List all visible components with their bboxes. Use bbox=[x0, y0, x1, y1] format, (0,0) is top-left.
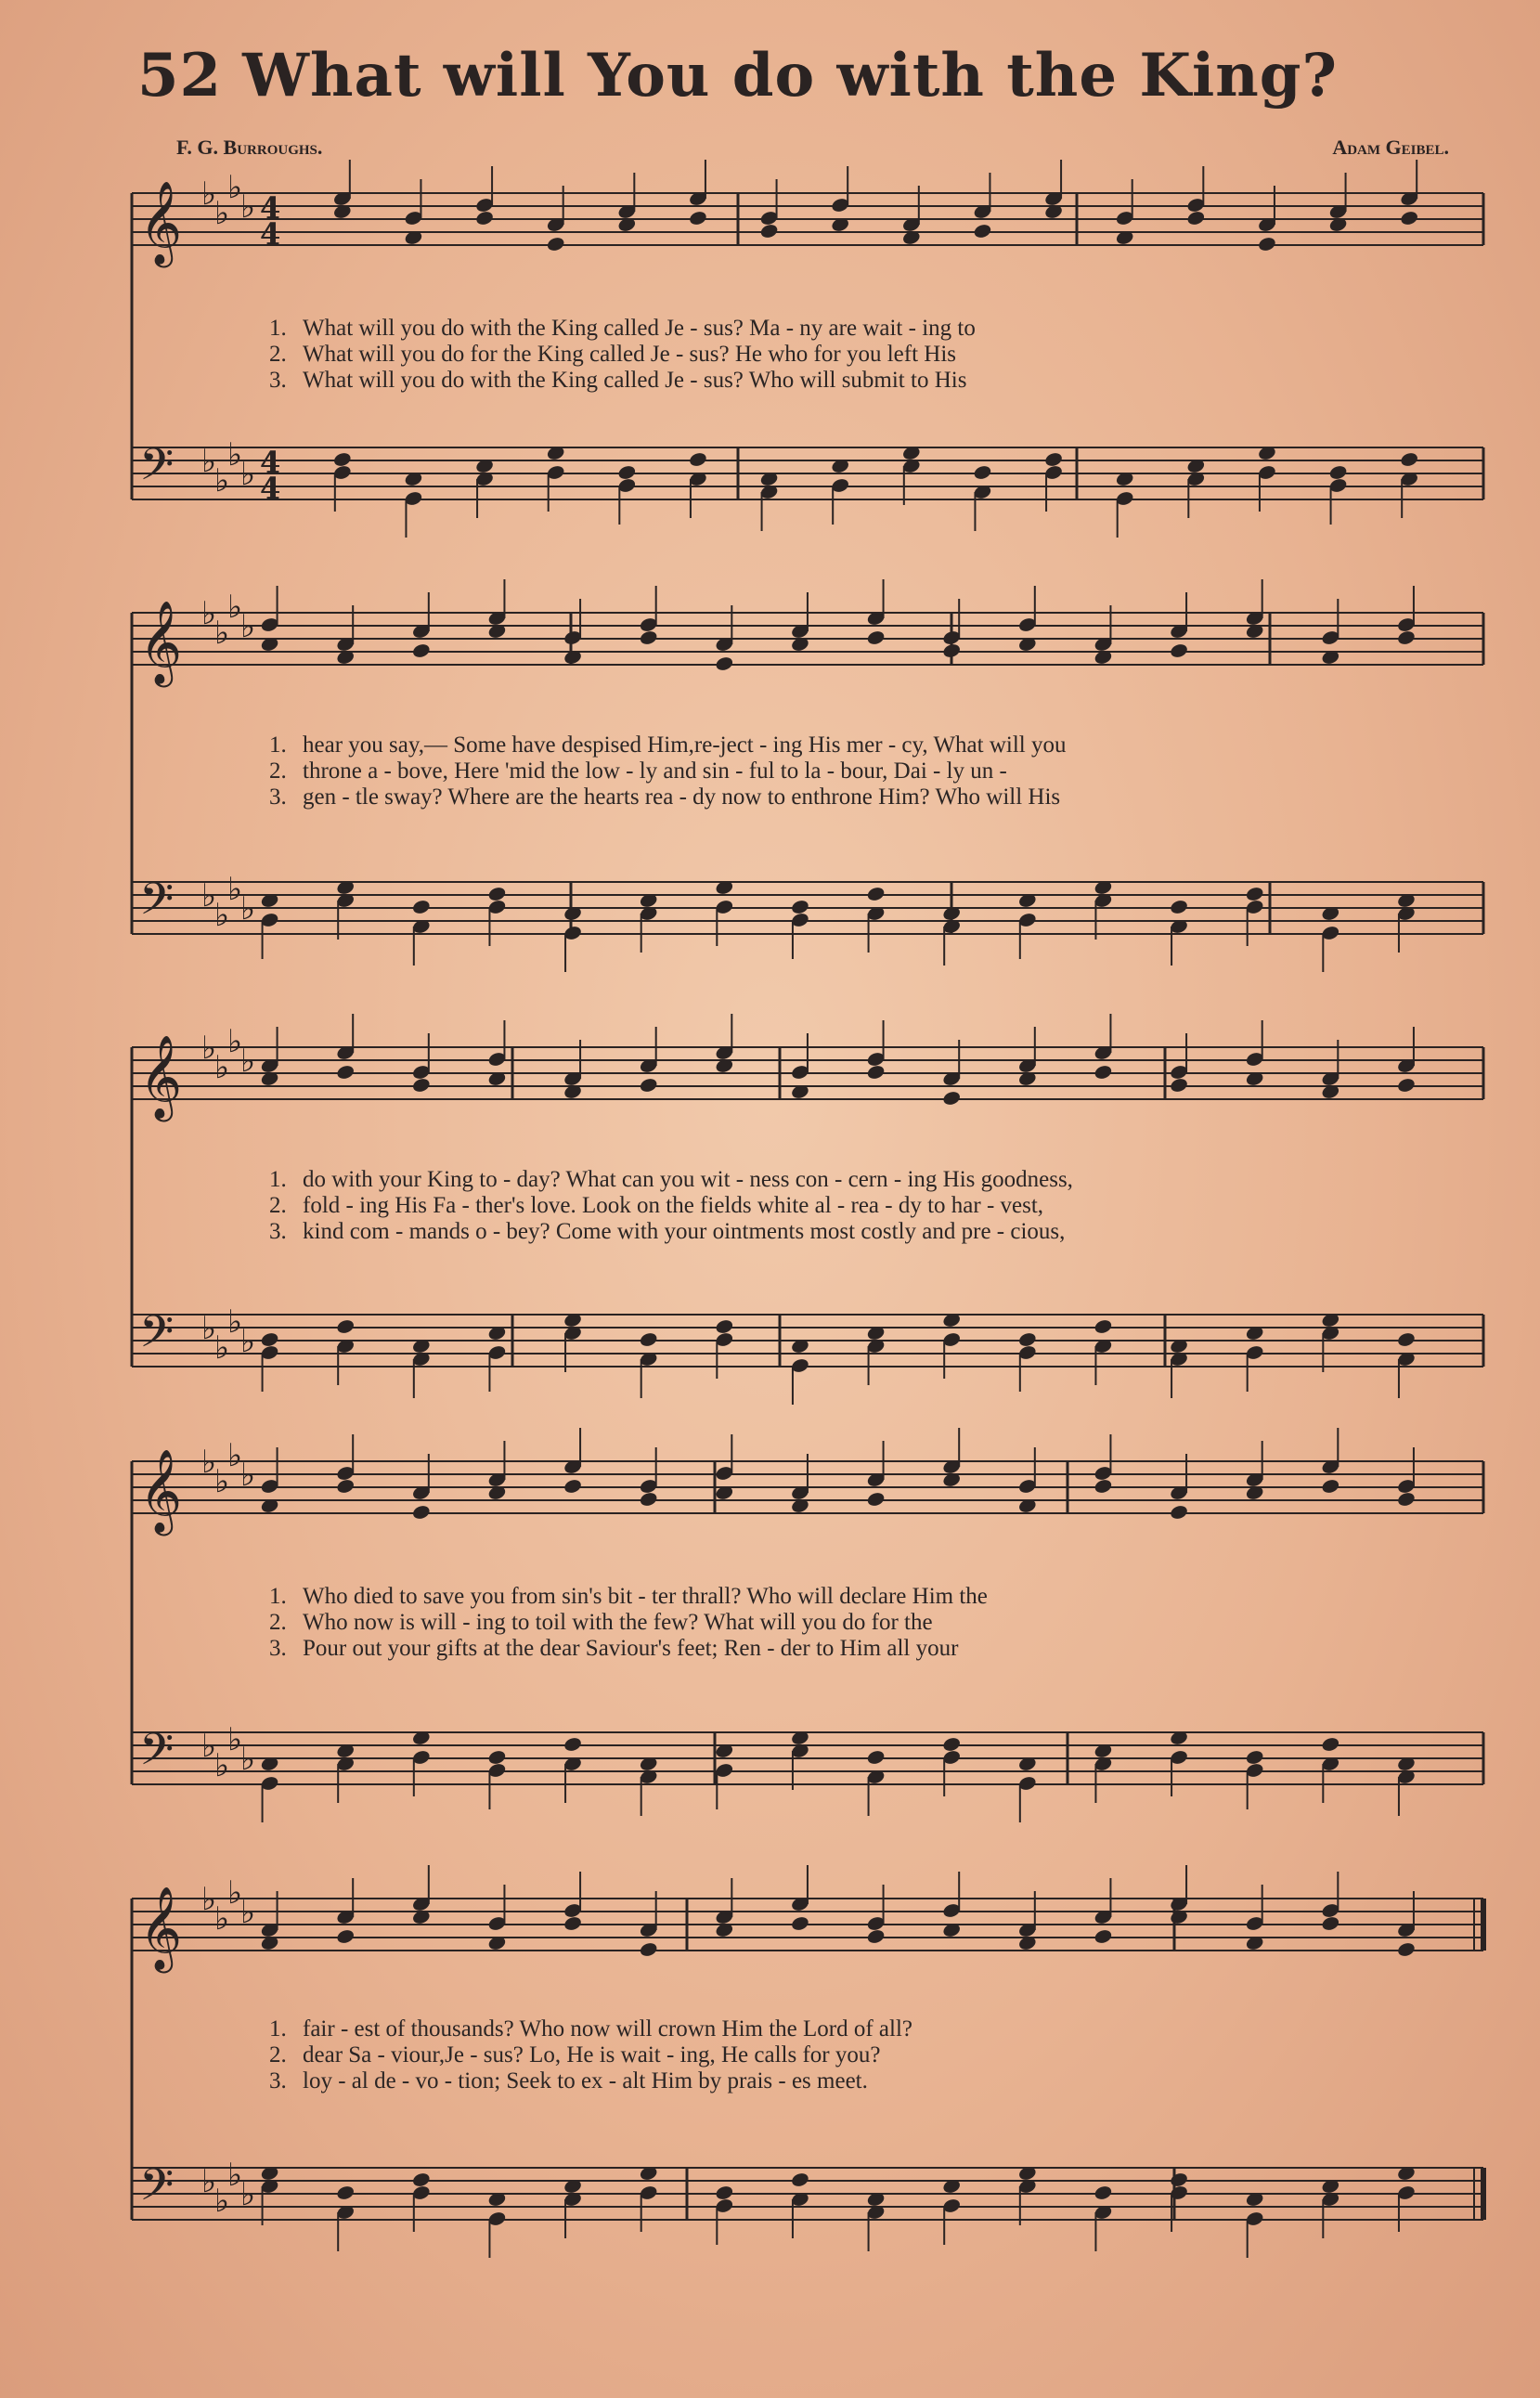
note-head bbox=[336, 2184, 356, 2201]
note-head bbox=[332, 451, 352, 468]
verse-text: What will you do with the King called Je - sus? Who will submit to His bbox=[303, 368, 967, 393]
svg-text:4: 4 bbox=[260, 471, 281, 506]
note-head bbox=[1094, 1928, 1113, 1945]
treble-clef-icon: 𝄞 bbox=[139, 1035, 183, 1119]
note-head bbox=[1396, 1491, 1416, 1508]
bass-staff bbox=[132, 1721, 1483, 1786]
hymn-title-text: What will You do with the King? bbox=[242, 41, 1339, 110]
key-signature-flats bbox=[201, 1437, 255, 1500]
key-signature-flats bbox=[201, 169, 255, 232]
verse-block-4 bbox=[269, 1584, 1476, 1662]
note-head bbox=[1257, 236, 1276, 253]
svg-text:♭: ♭ bbox=[201, 1728, 217, 1765]
verse-line bbox=[269, 2016, 1476, 2042]
note-head bbox=[411, 642, 431, 659]
note-head bbox=[715, 655, 734, 672]
verse-number: 2. bbox=[269, 2042, 287, 2067]
verse-line bbox=[269, 316, 1476, 342]
svg-text:♭: ♭ bbox=[201, 595, 217, 632]
note-head bbox=[487, 1749, 507, 1766]
note-head bbox=[1186, 210, 1206, 227]
verse-block-3 bbox=[269, 1167, 1476, 1245]
treble-clef-icon: 𝄞 bbox=[139, 601, 183, 684]
note-head bbox=[1396, 629, 1416, 646]
svg-text:♭: ♭ bbox=[214, 1747, 230, 1784]
verse-number: 3. bbox=[269, 2068, 287, 2093]
bass-staff bbox=[132, 1303, 1483, 1368]
bass-staff bbox=[132, 871, 1483, 936]
time-signature bbox=[260, 190, 280, 252]
note-head bbox=[866, 1491, 886, 1508]
verse-line bbox=[269, 342, 1476, 368]
svg-text:♭: ♭ bbox=[227, 436, 243, 473]
note-head bbox=[790, 899, 809, 915]
note-head bbox=[1169, 1504, 1188, 1521]
verse-text: dear Sa - viour,Je - sus? Lo, He is wait - ing, He calls for you? bbox=[303, 2042, 881, 2067]
verse-line bbox=[269, 1610, 1476, 1636]
svg-text:♭: ♭ bbox=[240, 456, 256, 493]
verse-text: What will you do for the King called Je - sus? He who for you left His bbox=[303, 342, 957, 367]
verse-line bbox=[269, 1219, 1476, 1245]
note-head bbox=[1396, 1941, 1416, 1958]
note-head bbox=[336, 1318, 356, 1335]
svg-text:♭: ♭ bbox=[214, 1329, 230, 1367]
svg-text:♭: ♭ bbox=[201, 2163, 217, 2200]
key-signature-flats bbox=[201, 1023, 255, 1086]
note-head bbox=[715, 2184, 734, 2201]
svg-text:♭: ♭ bbox=[201, 175, 217, 213]
note-head bbox=[336, 1928, 356, 1945]
svg-text:♭: ♭ bbox=[227, 169, 243, 206]
note-head bbox=[942, 642, 962, 659]
note-head bbox=[866, 1749, 886, 1766]
note-head bbox=[866, 1064, 886, 1081]
note-head bbox=[336, 1064, 356, 1081]
note-head bbox=[759, 223, 779, 240]
verse-text: Who now is will - ing to toil with the few? What will you do for the bbox=[303, 1610, 933, 1635]
svg-text:♭: ♭ bbox=[214, 615, 230, 652]
note-head bbox=[639, 629, 658, 646]
verse-number: 2. bbox=[269, 758, 287, 784]
note-head bbox=[866, 1928, 886, 1945]
note-head bbox=[1321, 1478, 1340, 1495]
verse-text: hear you say,— Some have despised Him,re-ject - ing His mer - cy, What will you bbox=[303, 732, 1067, 758]
svg-text:♭: ♭ bbox=[201, 443, 217, 480]
verse-line bbox=[269, 732, 1476, 758]
svg-text:♭: ♭ bbox=[227, 1023, 243, 1060]
verse-line bbox=[269, 758, 1476, 784]
svg-text:♭: ♭ bbox=[227, 1874, 243, 1912]
note-head bbox=[790, 1915, 809, 1932]
svg-text:♭: ♭ bbox=[240, 1457, 256, 1494]
note-head bbox=[639, 1077, 658, 1094]
bass-staff bbox=[132, 2157, 1483, 2222]
note-head bbox=[973, 223, 992, 240]
note-head bbox=[942, 1736, 962, 1753]
svg-text:♭: ♭ bbox=[240, 890, 256, 927]
svg-text:♭: ♭ bbox=[227, 1303, 243, 1341]
verse-number: 1. bbox=[269, 316, 287, 341]
note-head bbox=[1328, 464, 1348, 481]
svg-text:♭: ♭ bbox=[201, 1030, 217, 1067]
verse-number: 2. bbox=[269, 1610, 287, 1635]
key-signature-flats bbox=[201, 589, 255, 652]
key-signature-flats bbox=[201, 1303, 255, 1367]
note-head bbox=[1321, 1915, 1340, 1932]
svg-text:♭: ♭ bbox=[240, 1323, 256, 1360]
verse-number: 1. bbox=[269, 732, 287, 758]
note-head bbox=[942, 1090, 962, 1107]
verse-line bbox=[269, 368, 1476, 394]
verse-number: 3. bbox=[269, 1636, 287, 1661]
verse-line bbox=[269, 2042, 1476, 2068]
svg-text:♭: ♭ bbox=[214, 195, 230, 232]
svg-text:♭: ♭ bbox=[214, 2183, 230, 2220]
note-head bbox=[411, 1504, 431, 1521]
key-signature-flats bbox=[201, 1721, 255, 1784]
svg-text:♭: ♭ bbox=[201, 1310, 217, 1347]
verse-number: 2. bbox=[269, 1193, 287, 1218]
bass-clef-icon: 𝄢 bbox=[139, 2158, 175, 2222]
note-head bbox=[546, 236, 565, 253]
note-head bbox=[688, 451, 707, 468]
note-head bbox=[866, 629, 886, 646]
verse-line bbox=[269, 2068, 1476, 2094]
svg-text:♭: ♭ bbox=[240, 608, 256, 645]
verse-text: Pour out your gifts at the dear Saviour's feet; Ren - der to Him all your bbox=[303, 1636, 959, 1661]
note-head bbox=[260, 1331, 279, 1348]
note-head bbox=[1245, 886, 1264, 902]
svg-text:♭: ♭ bbox=[201, 1444, 217, 1481]
note-head bbox=[563, 1478, 582, 1495]
treble-clef-icon: 𝄞 bbox=[139, 1886, 183, 1970]
verse-text: fold - ing His Fa - ther's love. Look on the fields white al - rea - dy to har - vest, bbox=[303, 1193, 1044, 1218]
verse-number: 2. bbox=[269, 342, 287, 367]
svg-text:♭: ♭ bbox=[214, 897, 230, 934]
svg-text:♭: ♭ bbox=[227, 1721, 243, 1758]
note-head bbox=[411, 2171, 431, 2188]
note-head bbox=[1396, 1077, 1416, 1094]
note-head bbox=[1169, 2171, 1188, 2188]
note-head bbox=[639, 1491, 658, 1508]
svg-text:4: 4 bbox=[260, 445, 281, 480]
note-head bbox=[1396, 1331, 1416, 1348]
note-head bbox=[1169, 1077, 1188, 1094]
svg-text:♭: ♭ bbox=[227, 1437, 243, 1474]
verse-block-5 bbox=[269, 2016, 1476, 2094]
note-head bbox=[715, 1318, 734, 1335]
verse-number: 1. bbox=[269, 1167, 287, 1192]
note-head bbox=[563, 1915, 582, 1932]
verse-line bbox=[269, 784, 1476, 810]
key-signature-flats bbox=[201, 2157, 255, 2220]
verse-text: throne a - bove, Here 'mid the low - ly and sin - ful to la - bour, Dai - ly un - bbox=[303, 758, 1007, 784]
note-head bbox=[1094, 1318, 1113, 1335]
note-head bbox=[474, 210, 494, 227]
note-head bbox=[1400, 451, 1419, 468]
key-signature-flats bbox=[201, 1874, 255, 1938]
svg-text:♭: ♭ bbox=[240, 188, 256, 226]
treble-staff bbox=[132, 169, 1483, 268]
note-head bbox=[973, 464, 992, 481]
note-head bbox=[1169, 899, 1188, 915]
note-head bbox=[1094, 1064, 1113, 1081]
verse-number: 3. bbox=[269, 368, 287, 393]
svg-text:4: 4 bbox=[260, 216, 281, 252]
svg-text:♭: ♭ bbox=[240, 1894, 256, 1931]
verse-line bbox=[269, 1636, 1476, 1662]
svg-text:♭: ♭ bbox=[214, 462, 230, 499]
verse-text: fair - est of thousands? Who now will crown Him the Lord of all? bbox=[303, 2016, 913, 2042]
hymn-number: 52 bbox=[137, 41, 223, 110]
note-head bbox=[639, 1941, 658, 1958]
note-head bbox=[617, 464, 637, 481]
verse-block-1 bbox=[269, 316, 1476, 394]
note-head bbox=[1017, 1331, 1037, 1348]
note-head bbox=[411, 1077, 431, 1094]
svg-text:♭: ♭ bbox=[214, 1463, 230, 1500]
verse-number: 3. bbox=[269, 784, 287, 810]
note-head bbox=[1400, 210, 1419, 227]
verse-text: kind com - mands o - bey? Come with your ointments most costly and pre - cious, bbox=[303, 1219, 1066, 1244]
lyricist-credit: F. G. Burroughs. bbox=[176, 136, 323, 159]
verse-block-2 bbox=[269, 732, 1476, 810]
key-signature-flats bbox=[201, 436, 255, 499]
verse-text: gen - tle sway? Where are the hearts rea - dy now to enthrone Him? Who will His bbox=[303, 784, 1061, 810]
svg-text:♭: ♭ bbox=[214, 1900, 230, 1938]
note-head bbox=[1094, 2184, 1113, 2201]
verse-text: loy - al de - vo - tion; Seek to ex - alt Him by prais - es meet. bbox=[303, 2068, 868, 2093]
note-head bbox=[1245, 1749, 1264, 1766]
bass-clef-icon: 𝄢 bbox=[139, 873, 175, 936]
verse-number: 3. bbox=[269, 1219, 287, 1244]
note-head bbox=[411, 899, 431, 915]
svg-text:♭: ♭ bbox=[201, 877, 217, 914]
verse-line bbox=[269, 1193, 1476, 1219]
bass-clef-icon: 𝄢 bbox=[139, 438, 175, 501]
treble-clef-icon: 𝄞 bbox=[139, 181, 183, 265]
note-head bbox=[1043, 451, 1063, 468]
note-head bbox=[866, 886, 886, 902]
note-head bbox=[639, 1331, 658, 1348]
svg-text:♭: ♭ bbox=[240, 1043, 256, 1080]
bass-clef-icon: 𝄢 bbox=[139, 1723, 175, 1786]
svg-text:♭: ♭ bbox=[227, 2157, 243, 2194]
svg-text:♭: ♭ bbox=[240, 2176, 256, 2213]
verse-text: do with your King to - day? What can you wit - ness con - cern - ing His goodness, bbox=[303, 1167, 1073, 1192]
note-head bbox=[790, 2171, 809, 2188]
bass-clef-icon: 𝄢 bbox=[139, 1305, 175, 1368]
note-head bbox=[563, 1736, 582, 1753]
verse-line bbox=[269, 1584, 1476, 1610]
note-head bbox=[688, 210, 707, 227]
svg-text:♭: ♭ bbox=[201, 1881, 217, 1918]
composer-credit: Adam Geibel. bbox=[1332, 136, 1449, 159]
note-head bbox=[1094, 1478, 1113, 1495]
note-head bbox=[1169, 642, 1188, 659]
note-head bbox=[336, 1478, 356, 1495]
svg-text:♭: ♭ bbox=[240, 1741, 256, 1778]
verse-text: What will you do with the King called Je - sus? Ma - ny are wait - ing to bbox=[303, 316, 976, 341]
svg-text:♭: ♭ bbox=[227, 589, 243, 626]
key-signature-flats bbox=[201, 871, 255, 934]
verse-text: Who died to save you from sin's bit - ter thrall? Who will declare Him the bbox=[303, 1584, 988, 1609]
verse-number: 1. bbox=[269, 2016, 287, 2042]
svg-text:4: 4 bbox=[260, 190, 281, 226]
time-signature bbox=[260, 445, 280, 506]
note-head bbox=[1321, 1736, 1340, 1753]
verse-line bbox=[269, 1167, 1476, 1193]
svg-text:♭: ♭ bbox=[227, 871, 243, 908]
note-head bbox=[487, 886, 507, 902]
verse-number: 1. bbox=[269, 1584, 287, 1609]
svg-text:♭: ♭ bbox=[214, 1049, 230, 1086]
treble-clef-icon: 𝄞 bbox=[139, 1449, 183, 1533]
